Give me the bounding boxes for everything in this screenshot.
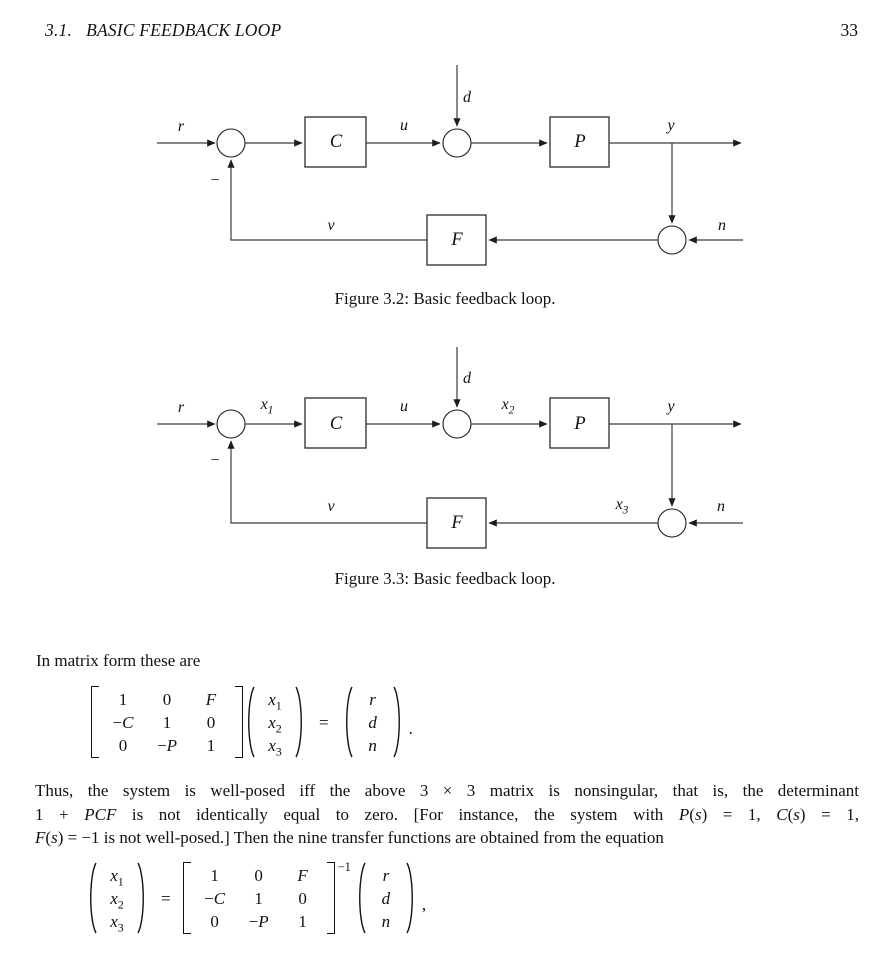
minus-sign: −: [210, 452, 220, 469]
signal-label-u: u: [400, 117, 408, 134]
matrix-cell: 0: [162, 689, 172, 709]
equation-transfer-functions: [85, 860, 426, 936]
left-paren: [341, 684, 354, 760]
section-title: BASIC FEEDBACK LOOP: [86, 20, 282, 40]
signal-label-v: v: [327, 217, 335, 234]
paragraph-line: Thus, the system is well-posed iff the above 3 × 3 matrix is nonsingular, that is, the determinant: [35, 781, 859, 800]
block-label-f: F: [451, 512, 463, 533]
signal-label-r: r: [177, 399, 185, 416]
vector-cell: d: [381, 888, 391, 908]
vector-cell: $x_2$: [110, 888, 124, 911]
right-paren: [294, 684, 307, 760]
system-matrix: [99, 688, 235, 757]
intro-text: In matrix form these are: [36, 651, 201, 670]
equals-sign: =: [161, 888, 171, 908]
vector-cell: $x_2$: [268, 712, 282, 735]
block-label-f: F: [451, 229, 463, 250]
equation-matrix-form: [91, 684, 413, 760]
matrix-cell: 0: [206, 712, 216, 732]
signal-label-v: v: [327, 498, 335, 515]
body-paragraph: [35, 779, 859, 850]
left-paren: [243, 684, 256, 760]
section-number: 3.1.: [45, 20, 73, 40]
matrix-cell: −C: [204, 888, 226, 908]
matrix-cell: 0: [118, 735, 128, 755]
signal-label-n: n: [717, 498, 725, 515]
block-label-p: P: [574, 131, 586, 152]
page-number: 33: [840, 20, 858, 40]
figure-3-2-caption: Figure 3.2: Basic feedback loop.: [334, 289, 556, 308]
inverse-exponent: −1: [337, 860, 351, 874]
signal-label-d: d: [463, 89, 471, 106]
signal-label-x3: $x_3$: [615, 496, 629, 517]
matrix-cell: 0: [298, 888, 307, 908]
matrix-cell: −P: [248, 911, 269, 931]
summing-junction-noise: [658, 226, 686, 254]
left-bracket: [183, 862, 191, 934]
matrix-cell: 1: [254, 888, 263, 908]
block-label-c: C: [329, 131, 343, 152]
right-bracket: [235, 686, 243, 758]
running-head: [45, 20, 281, 41]
equation-punctuation: .: [408, 719, 413, 738]
matrix-cell: 1: [298, 911, 307, 931]
matrix-cell: −C: [112, 712, 134, 732]
summing-junction-input: [217, 410, 245, 438]
signal-label-n: n: [718, 217, 726, 234]
matrix-cell: 1: [118, 689, 128, 709]
right-bracket: [327, 862, 335, 934]
right-paren: [405, 860, 418, 936]
matrix-cell: F: [297, 865, 308, 885]
matrix-cell: 0: [254, 865, 263, 885]
equation-punctuation: ,: [421, 895, 427, 914]
minus-sign: −: [210, 172, 220, 189]
summing-junction-noise: [658, 509, 686, 537]
signal-label-u: u: [400, 398, 408, 415]
summing-junction-input: [217, 129, 245, 157]
matrix-cell: −P: [157, 735, 177, 755]
vector-cell: n: [368, 735, 377, 755]
left-bracket: [91, 686, 99, 758]
right-paren: [392, 684, 405, 760]
block-label-p: P: [574, 413, 586, 434]
matrix-cell: 0: [210, 911, 219, 931]
figure-3-3-caption: Figure 3.3: Basic feedback loop.: [334, 569, 556, 588]
signal-label-r: r: [177, 118, 185, 135]
vector-cell: $x_3$: [268, 735, 282, 758]
state-vector: [98, 864, 136, 933]
matrix-cell: 1: [162, 712, 172, 732]
left-paren: [85, 860, 98, 936]
right-paren: [136, 860, 149, 936]
signal-label-y: y: [667, 398, 675, 415]
signal-label-x1: $x_1$: [260, 396, 274, 417]
signal-label-d: d: [463, 370, 471, 387]
matrix-cell: F: [205, 689, 217, 709]
vector-cell: n: [381, 911, 391, 931]
figure-3-3-diagram: [145, 339, 755, 559]
vector-cell: $x_1$: [110, 865, 124, 888]
vector-cell: r: [382, 865, 390, 885]
equals-sign: =: [319, 712, 329, 732]
vector-cell: d: [368, 712, 377, 732]
matrix-cell: 1: [206, 735, 216, 755]
signal-label-y: y: [667, 117, 675, 134]
summing-junction-disturbance: [443, 129, 471, 157]
system-matrix: [191, 864, 327, 933]
vector-cell: $x_3$: [110, 911, 124, 934]
state-vector: [256, 688, 294, 757]
left-paren: [354, 860, 367, 936]
paragraph-line: F(s) = −1 is not well-posed.] Then the nine transfer functions are obtained from the equation: [35, 828, 664, 847]
figure-3-2-diagram: [145, 58, 755, 278]
summing-junction-disturbance: [443, 410, 471, 438]
matrix-cell: 1: [210, 865, 219, 885]
vector-cell: $x_1$: [268, 689, 282, 712]
input-vector: [367, 864, 405, 933]
block-label-c: C: [329, 413, 343, 434]
paragraph-line: 1 + PCF is not identically equal to zero. [For instance, the system with P(s) = 1, C(s) = 1,: [35, 804, 860, 824]
input-vector: [354, 688, 392, 757]
signal-label-x2: $x_2$: [501, 396, 515, 417]
vector-cell: r: [369, 689, 376, 709]
